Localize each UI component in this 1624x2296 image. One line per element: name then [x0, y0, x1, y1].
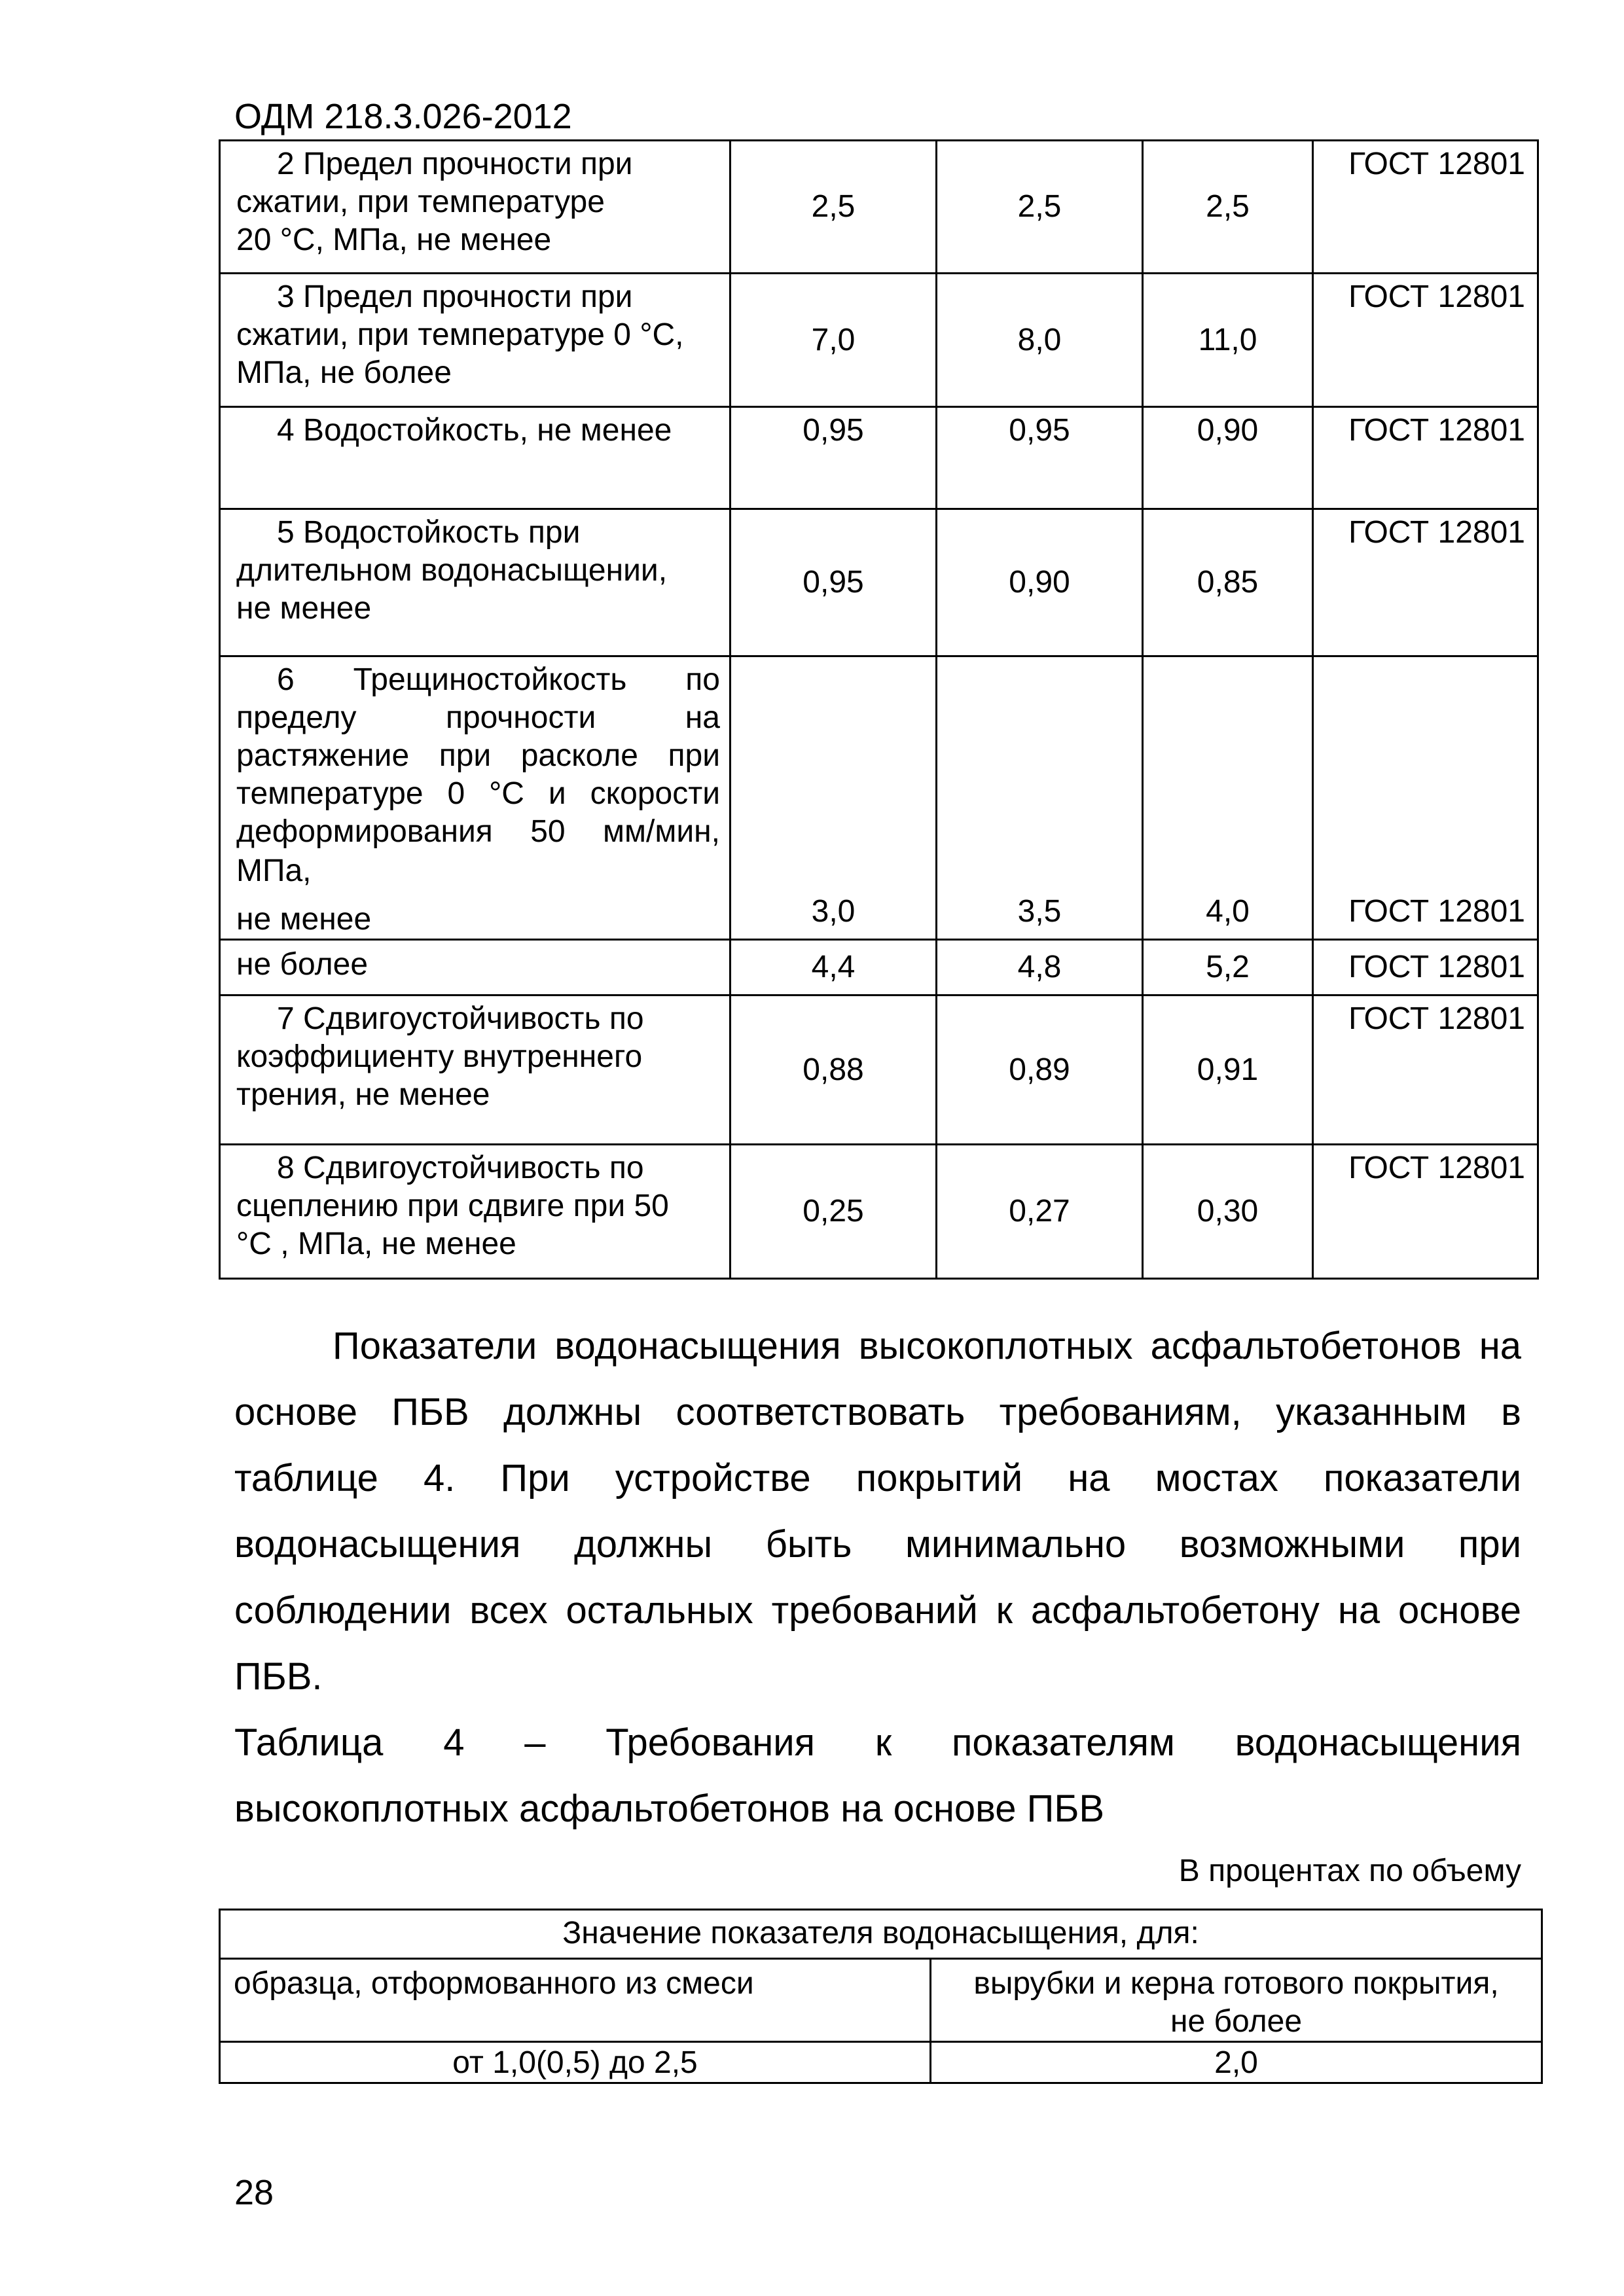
standard-cell: ГОСТ 12801 — [1313, 141, 1538, 274]
value-cell: 0,95 — [731, 407, 937, 509]
table-row — [220, 274, 1538, 407]
value-cell: 0,88 — [731, 996, 937, 1145]
value-cell: 0,25 — [731, 1145, 937, 1279]
standard-cell: ГОСТ 12801 — [1313, 274, 1538, 407]
value-cell: 2,5 — [1143, 141, 1313, 274]
standard-cell: ГОСТ 12801 — [1313, 656, 1538, 940]
value-cell: 2,5 — [731, 141, 937, 274]
water-saturation-table — [219, 1909, 1543, 2084]
table-header-row — [220, 1959, 1542, 2042]
value-cell: 4,4 — [731, 940, 937, 996]
requirements-table-continued — [219, 139, 1539, 1280]
param-cell: не более — [220, 940, 731, 996]
param-cell: 6 Трещиностойкость по пределу прочности на растяжение при расколе при температуре 0 °С и скорости деформирования 50 мм/мин, МПа, не менее — [220, 656, 731, 940]
value-cell: 3,5 — [937, 656, 1143, 940]
value-cell: 11,0 — [1143, 274, 1313, 407]
param-cell: 5 Водостойкость при длительном водонасыщении, не менее — [220, 509, 731, 656]
table-row — [220, 656, 1538, 940]
value-cell: 7,0 — [731, 274, 937, 407]
table-row — [220, 996, 1538, 1145]
table-header-row — [220, 1910, 1542, 1959]
table-row — [220, 509, 1538, 656]
table-caption-line1: Таблица 4 – Требования к показателям водонасыщения — [234, 1721, 1521, 1764]
value-cell: 5,2 — [1143, 940, 1313, 996]
table-row — [220, 141, 1538, 274]
param-cell: 3 Предел прочности при сжатии, при температуре 0 °С, МПа, не более — [220, 274, 731, 407]
standard-cell: ГОСТ 12801 — [1313, 407, 1538, 509]
column-header: образца, отформованного из смеси — [220, 1959, 931, 2042]
body-paragraph: Показатели водонасыщения высокоплотных асфальтобетонов на основе ПБВ должны соответствовать требованиям, указанным в таблице 4. При устройстве покрытий на мостах показатели водонасыщения должны быть минимально возможными при соблюдении всех остальных требований к асфальтобетону на основе ПБВ. — [234, 1325, 1521, 1698]
value-cell: 0,89 — [937, 996, 1143, 1145]
value-cell: 8,0 — [937, 274, 1143, 407]
value-cell: 0,90 — [937, 509, 1143, 656]
value-cell: 0,91 — [1143, 996, 1313, 1145]
value-cell: 3,0 — [731, 656, 937, 940]
table-row — [220, 1145, 1538, 1279]
table-header: Значение показателя водонасыщения, для: — [220, 1910, 1542, 1959]
page-number: 28 — [234, 2173, 274, 2212]
value-cell: 0,27 — [937, 1145, 1143, 1279]
value-cell: 0,95 — [731, 509, 937, 656]
standard-cell: ГОСТ 12801 — [1313, 940, 1538, 996]
value-cell: от 1,0(0,5) до 2,5 — [220, 2042, 931, 2083]
value-cell: 2,0 — [931, 2042, 1542, 2083]
param-cell: 2 Предел прочности при сжатии, при температуре 20 °С, МПа, не менее — [220, 141, 731, 274]
value-cell: 0,95 — [937, 407, 1143, 509]
table-caption-line2: высокоплотных асфальтобетонов на основе ПБВ — [234, 1787, 1105, 1830]
table-row — [220, 407, 1538, 509]
table-row — [220, 2042, 1542, 2083]
document-code: ОДМ 218.3.026-2012 — [234, 97, 572, 136]
value-cell: 2,5 — [937, 141, 1143, 274]
value-cell: 0,85 — [1143, 509, 1313, 656]
table-row — [220, 940, 1538, 996]
value-cell: 0,30 — [1143, 1145, 1313, 1279]
column-header: вырубки и керна готового покрытия, не более — [931, 1959, 1542, 2042]
param-cell: 4 Водостойкость, не менее — [220, 407, 731, 509]
param-cell: 8 Сдвигоустойчивость по сцеплению при сдвиге при 50 °С , МПа, не менее — [220, 1145, 731, 1279]
standard-cell: ГОСТ 12801 — [1313, 509, 1538, 656]
standard-cell: ГОСТ 12801 — [1313, 996, 1538, 1145]
value-cell: 4,0 — [1143, 656, 1313, 940]
value-cell: 4,8 — [937, 940, 1143, 996]
units-note: В процентах по объему — [1178, 1854, 1521, 1888]
param-cell: 7 Сдвигоустойчивость по коэффициенту внутреннего трения, не менее — [220, 996, 731, 1145]
standard-cell: ГОСТ 12801 — [1313, 1145, 1538, 1279]
value-cell: 0,90 — [1143, 407, 1313, 509]
